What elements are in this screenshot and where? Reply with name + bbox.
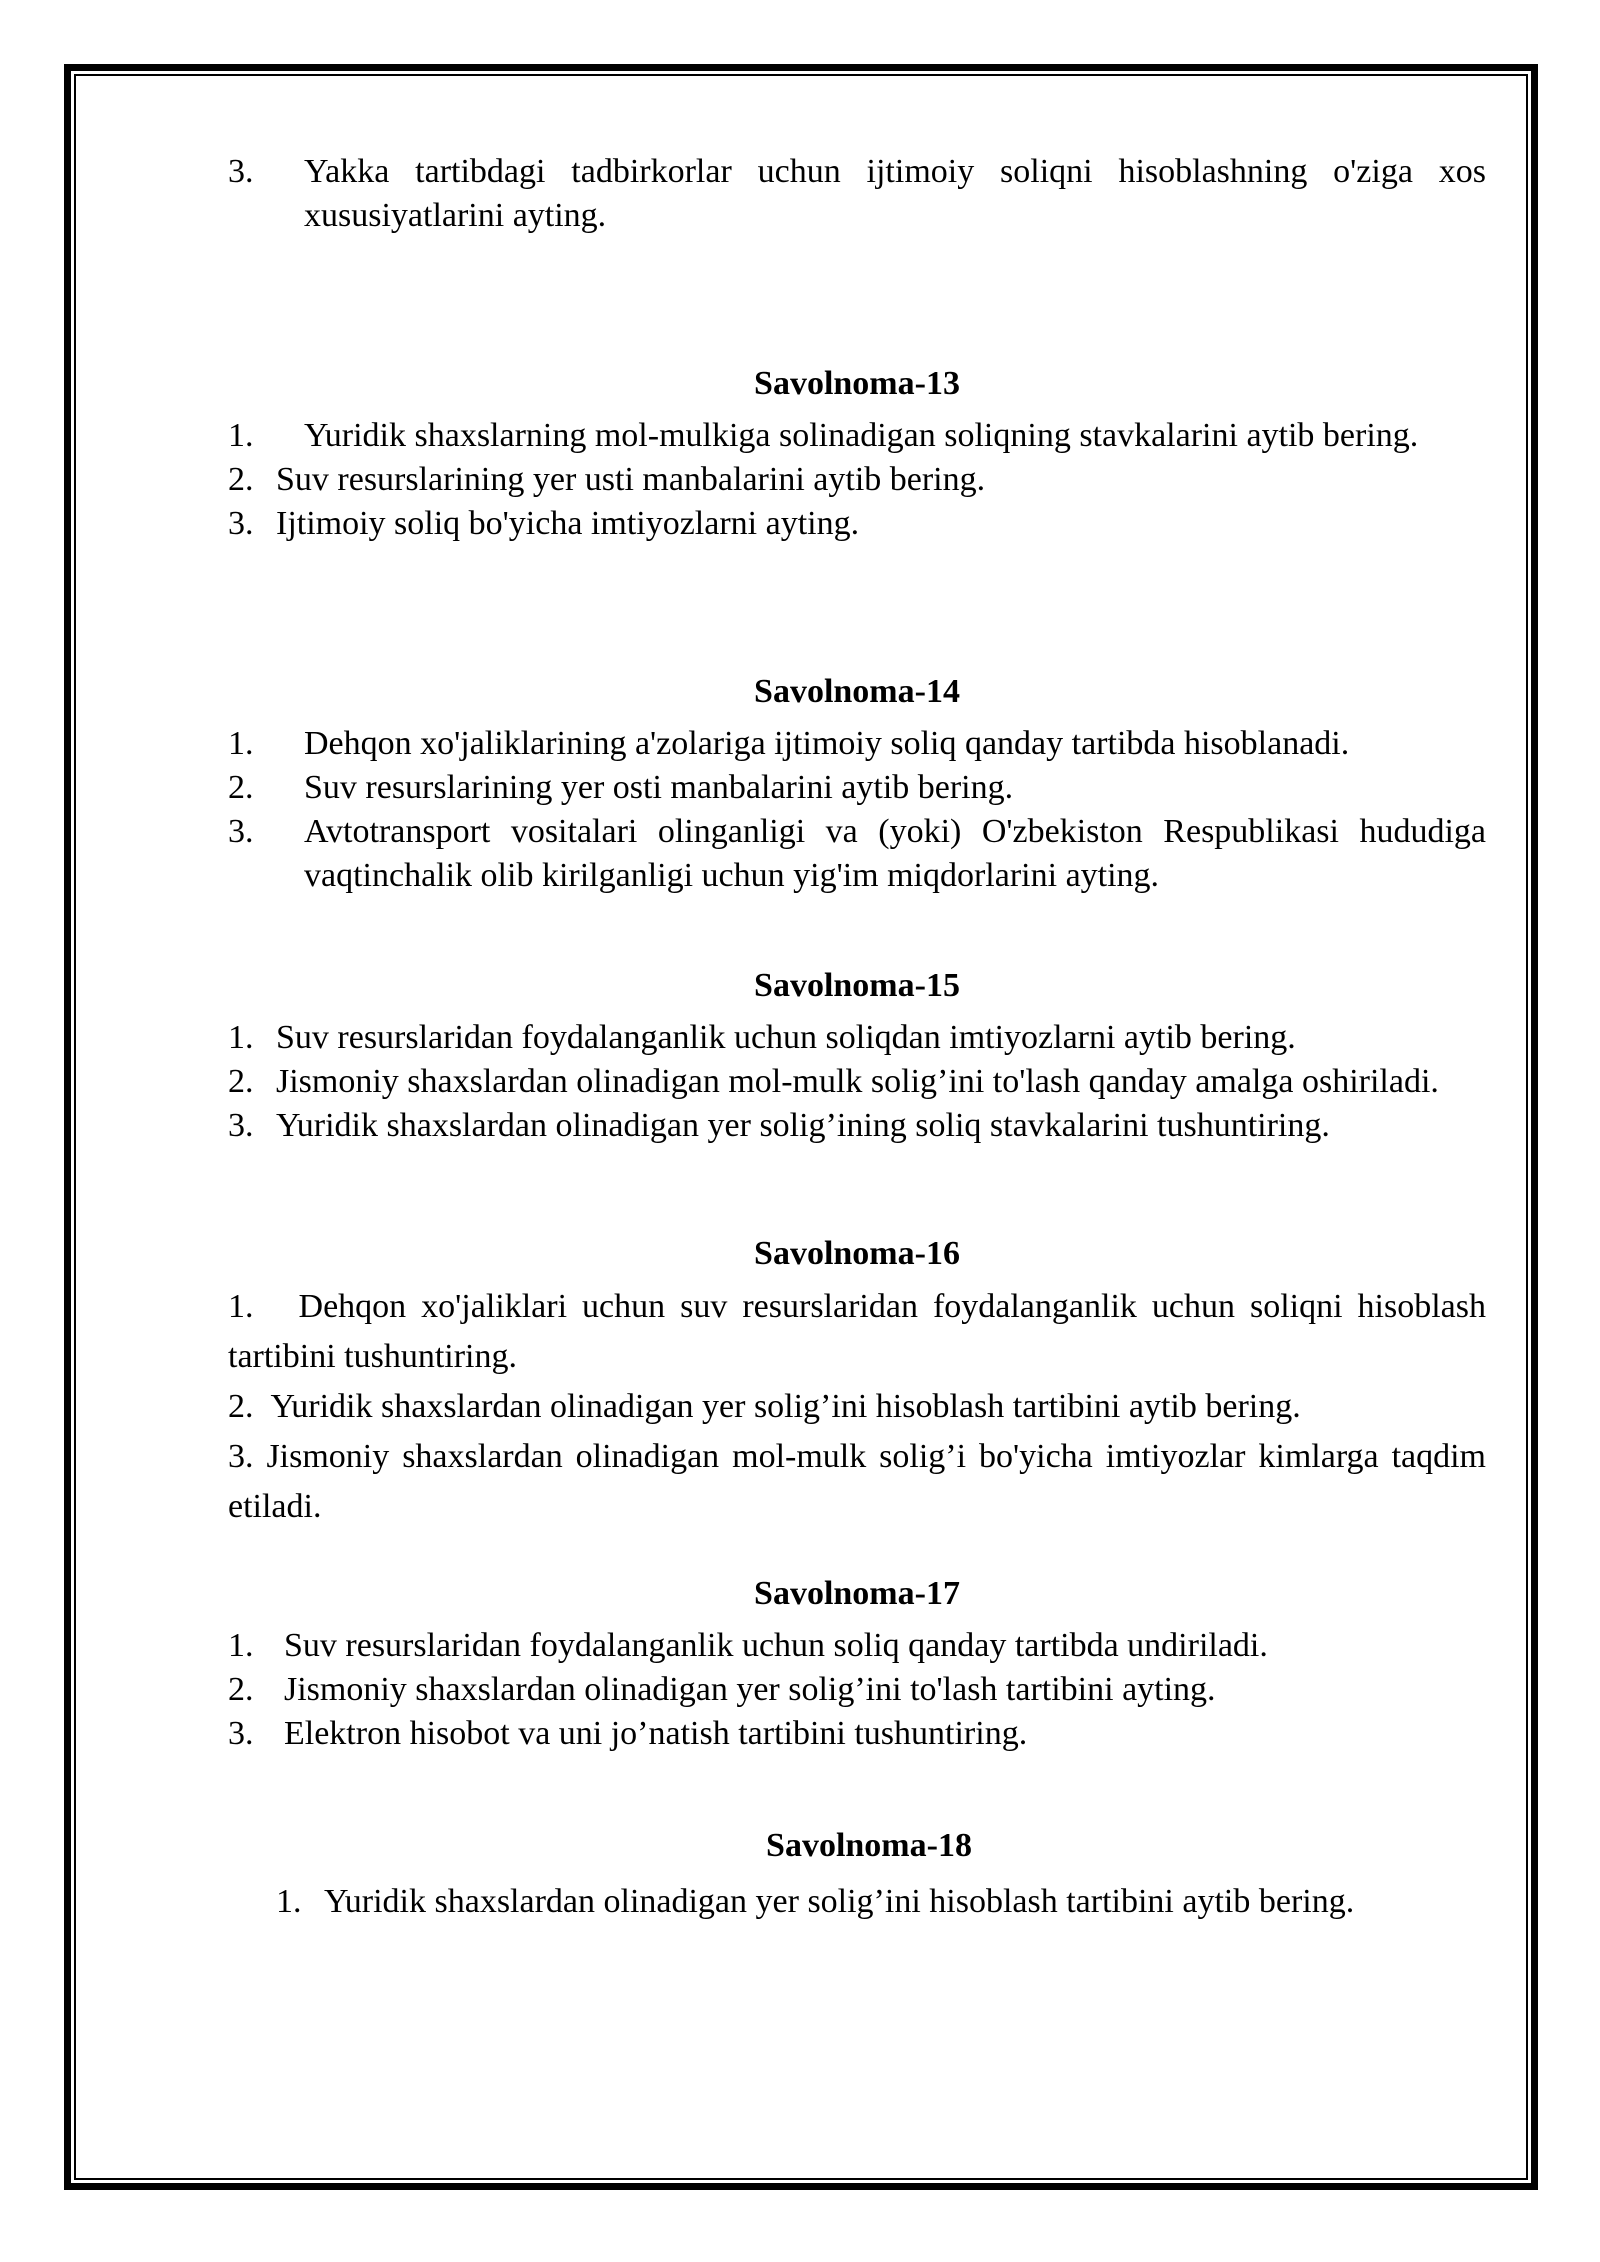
item-text: Suv resurslarining yer osti manbalarini aytib bering. bbox=[304, 769, 1014, 806]
item-text: Elektron hisobot va uni jo’natish tartibini tushuntiring. bbox=[284, 1715, 1028, 1752]
item-number: 2. bbox=[228, 1388, 254, 1425]
item-text: Suv resurslaridan foydalanganlik uchun soliq qanday tartibda undiriladi. bbox=[284, 1627, 1268, 1664]
item-number: 3. bbox=[228, 505, 254, 542]
item-number: 3. bbox=[228, 153, 254, 190]
item-text: Yakka tartibdagi tadbirkorlar uchun ijtimoiy soliqni hisoblashning o'ziga xos xususiyatlarini ayting. bbox=[304, 153, 1486, 234]
list-item bbox=[228, 1382, 1486, 1432]
item-number: 1. bbox=[228, 1288, 254, 1325]
item-text: Dehqon xo'jaliklarining a'zolariga ijtimoiy soliq qanday tartibda hisoblanadi. bbox=[304, 725, 1350, 762]
list-item bbox=[228, 150, 1486, 238]
item-number: 2. bbox=[228, 1063, 254, 1100]
item-text: Jismoniy shaxslardan olinadigan mol-mulk solig’i bo'yicha imtiyozlar kimlarga taqdim etiladi. bbox=[228, 1438, 1486, 1525]
item-text: Yuridik shaxslardan olinadigan yer solig’ini hisoblash tartibini aytib bering. bbox=[270, 1388, 1301, 1425]
list-item bbox=[228, 1432, 1486, 1532]
list-item bbox=[228, 1060, 1486, 1104]
section-title: Savolnoma-14 bbox=[754, 673, 960, 710]
list-item bbox=[228, 1624, 1486, 1668]
item-number: 1. bbox=[228, 417, 254, 454]
section-title: Savolnoma-16 bbox=[754, 1235, 960, 1272]
item-text: Yuridik shaxslardan olinadigan yer solig’ini hisoblash tartibini aytib bering. bbox=[324, 1883, 1355, 1920]
list-item bbox=[228, 1880, 1486, 1924]
item-text: Suv resurslaridan foydalanganlik uchun soliqdan imtiyozlarni aytib bering. bbox=[276, 1019, 1296, 1056]
list-item bbox=[228, 1282, 1486, 1382]
item-text: Jismoniy shaxslardan olinadigan mol-mulk solig’ini to'lash qanday amalga oshiriladi. bbox=[276, 1063, 1439, 1100]
item-number: 1. bbox=[228, 1627, 254, 1664]
section-title: Savolnoma-18 bbox=[766, 1827, 972, 1864]
item-text: Dehqon xo'jaliklari uchun suv resurslaridan foydalanganlik uchun soliqni hisoblash tartibini tushuntiring. bbox=[228, 1288, 1487, 1375]
item-number: 3. bbox=[228, 1438, 254, 1475]
list-item bbox=[228, 458, 1486, 502]
item-number: 1. bbox=[228, 1019, 254, 1056]
list-item bbox=[228, 1016, 1486, 1060]
section-title: Savolnoma-15 bbox=[754, 967, 960, 1004]
item-number: 1. bbox=[228, 725, 254, 762]
list-item bbox=[228, 1712, 1486, 1756]
item-number: 2. bbox=[228, 769, 254, 806]
list-item bbox=[228, 810, 1486, 898]
list-item bbox=[228, 1668, 1486, 1712]
item-text: Yuridik shaxslardan olinadigan yer solig’ining soliq stavkalarini tushuntiring. bbox=[276, 1107, 1330, 1144]
item-number: 1. bbox=[276, 1883, 302, 1920]
item-text: Avtotransport vositalari olinganligi va (yoki) O'zbekiston Respublikasi hududiga vaqtinchalik olib kirilganligi uchun yig'im miqdorlarini ayting. bbox=[304, 813, 1486, 894]
section-title: Savolnoma-13 bbox=[754, 365, 960, 402]
document-body bbox=[228, 150, 1486, 1924]
item-number: 3. bbox=[228, 813, 254, 850]
list-item bbox=[228, 414, 1486, 458]
item-number: 3. bbox=[228, 1107, 254, 1144]
item-text: Yuridik shaxslarning mol-mulkiga solinadigan soliqning stavkalarini aytib bering. bbox=[304, 417, 1419, 454]
item-number: 3. bbox=[228, 1715, 254, 1752]
item-text: Ijtimoiy soliq bo'yicha imtiyozlarni ayting. bbox=[276, 505, 860, 542]
item-number: 2. bbox=[228, 1671, 254, 1708]
item-text: Suv resurslarining yer usti manbalarini aytib bering. bbox=[276, 461, 986, 498]
list-item bbox=[228, 722, 1486, 766]
section-title: Savolnoma-17 bbox=[754, 1575, 960, 1612]
list-item bbox=[228, 766, 1486, 810]
item-text: Jismoniy shaxslardan olinadigan yer solig’ini to'lash tartibini ayting. bbox=[284, 1671, 1216, 1708]
list-item bbox=[228, 502, 1486, 546]
item-number: 2. bbox=[228, 461, 254, 498]
list-item bbox=[228, 1104, 1486, 1148]
